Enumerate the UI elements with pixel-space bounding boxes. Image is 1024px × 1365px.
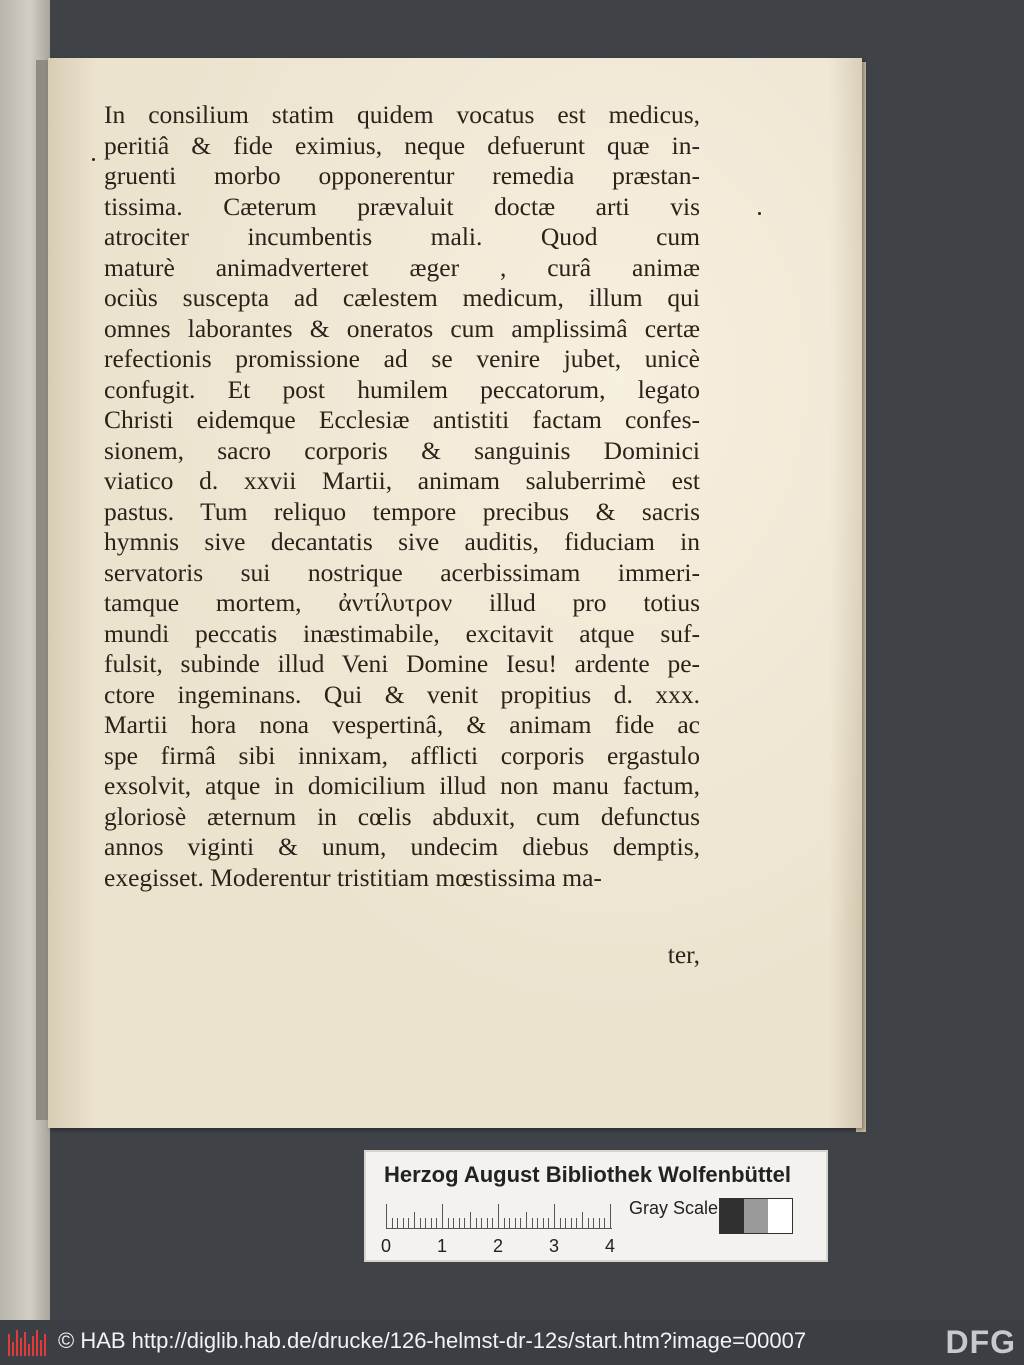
- text-line: spe firmâ sibi innixam, afflicti corporis ergastulo: [104, 740, 700, 770]
- catchword: ter,: [667, 940, 700, 969]
- text-line: confugit. Et post humilem peccatorum, legato: [104, 374, 700, 404]
- ruler-tick: [565, 1218, 566, 1228]
- page-text-block: [104, 100, 700, 893]
- ruler-tick: [492, 1218, 493, 1228]
- ruler-label: 0: [380, 1236, 391, 1256]
- gray-swatch: [744, 1199, 768, 1233]
- gray-swatch: [720, 1199, 744, 1233]
- gray-swatch: [768, 1199, 792, 1233]
- text-line: hymnis sive decantatis sive auditis, fiduciam in: [104, 527, 700, 556]
- text-line: fulsit, subinde illud Veni Domine Iesu! ardente pe-: [104, 649, 700, 678]
- ruler-tick: [464, 1218, 465, 1228]
- ruler-tick: [442, 1204, 443, 1228]
- barcode-bar: [28, 1344, 30, 1356]
- barcode-bar: [20, 1338, 22, 1356]
- barcode-bar: [16, 1330, 18, 1356]
- text-line: tissima. Cæterum prævaluit doctæ arti vis: [104, 191, 700, 221]
- ruler-tick: [420, 1218, 421, 1228]
- barcode-bar: [8, 1334, 10, 1356]
- ruler-tick: [548, 1218, 549, 1228]
- text-line: viatico d. xxvii Martii, animam saluberrimè est: [104, 466, 700, 495]
- copyright-link[interactable]: © HAB http://diglib.hab.de/drucke/126-helmst-dr-12s/start.htm?image=00007: [58, 1328, 807, 1353]
- ruler-tick: [448, 1218, 449, 1228]
- ruler-tick: [599, 1218, 600, 1228]
- ruler-tick: [504, 1218, 505, 1228]
- text-line: In consilium statim quidem vocatus est medicus,: [104, 100, 700, 129]
- measurement-ruler: [386, 1202, 612, 1229]
- text-line: ociùs suscepta ad cælestem medicum, illum qui: [104, 283, 700, 312]
- text-line: Martii hora nona vespertinâ, & animam fide ac: [104, 710, 700, 739]
- text-line: tamque mortem, ἀντίλυτρον illud pro totius: [104, 588, 700, 617]
- ruler-tick: [582, 1212, 583, 1228]
- text-line: atrociter incumbentis mali. Quod cum: [104, 222, 700, 251]
- text-line: servatoris sui nostrique acerbissimam immeri-: [104, 557, 700, 587]
- barcode-bar: [12, 1342, 14, 1356]
- text-line: omnes laborantes & oneratos cum amplissimâ certæ: [104, 313, 700, 343]
- gray-scale-swatches: [719, 1198, 793, 1234]
- scale-card: [364, 1150, 828, 1262]
- text-line: exegisset. Moderentur tristitiam mœstissima ma-: [104, 862, 602, 892]
- text-line: ctore ingeminans. Qui & venit propitius d. xxx.: [104, 679, 700, 709]
- text-line: maturè animadverteret æger , curâ animæ: [104, 252, 700, 282]
- ruler-tick: [593, 1218, 594, 1228]
- ruler-tick: [604, 1218, 605, 1228]
- text-line: peritiâ & fide eximius, neque defuerunt quæ in-: [104, 130, 700, 160]
- ruler-tick: [576, 1218, 577, 1228]
- ruler-tick: [425, 1218, 426, 1228]
- text-line: exsolvit, atque in domicilium illud non manu factum,: [104, 771, 700, 800]
- ruler-tick: [403, 1218, 404, 1228]
- barcode-bar: [24, 1332, 26, 1356]
- ink-speck: [758, 212, 761, 215]
- barcode-bar: [44, 1334, 46, 1356]
- ruler-tick: [453, 1218, 454, 1228]
- text-line: annos viginti & unum, undecim diebus demptis,: [104, 832, 700, 861]
- ruler-tick: [436, 1218, 437, 1228]
- ink-speck: [92, 158, 95, 161]
- ruler-tick: [554, 1204, 555, 1228]
- text-line: sionem, sacro corporis & sanguinis Dominici: [104, 435, 700, 465]
- ruler-tick: [470, 1212, 471, 1228]
- barcode-bar: [40, 1340, 42, 1356]
- barcode-bar: [32, 1336, 34, 1356]
- ruler-label: 3: [548, 1236, 559, 1256]
- ruler-tick: [571, 1218, 572, 1228]
- ruler-tick: [386, 1204, 387, 1228]
- ruler-tick: [431, 1218, 432, 1228]
- ruler-tick: [588, 1218, 589, 1228]
- ruler-label: 4: [604, 1236, 615, 1256]
- ruler-tick: [509, 1218, 510, 1228]
- ruler-tick: [543, 1218, 544, 1228]
- text-line: pastus. Tum reliquo tempore precibus & sacris: [104, 496, 700, 526]
- ruler-tick: [532, 1218, 533, 1228]
- ruler-tick: [392, 1218, 393, 1228]
- ruler-tick: [498, 1204, 499, 1228]
- text-line: gruenti morbo opponerentur remedia præstan-: [104, 161, 700, 190]
- text-line: gloriosè æternum in cœlis abduxit, cum defunctus: [104, 801, 700, 831]
- dfg-logo: DFG: [945, 1324, 1016, 1360]
- footer-bar: [0, 1320, 1024, 1365]
- text-line: mundi peccatis inæstimabile, excitavit atque suf-: [104, 618, 700, 648]
- library-title: Herzog August Bibliothek Wolfenbüttel: [384, 1162, 791, 1187]
- ruler-tick: [560, 1218, 561, 1228]
- ruler-tick: [520, 1218, 521, 1228]
- ruler-tick: [537, 1218, 538, 1228]
- barcode-icon: [8, 1330, 46, 1356]
- ruler-label: 1: [436, 1236, 447, 1256]
- ruler-tick: [414, 1212, 415, 1228]
- gray-scale-label: Gray Scale: [629, 1198, 719, 1218]
- ruler-tick: [408, 1218, 409, 1228]
- ruler-tick: [397, 1218, 398, 1228]
- ruler-tick: [526, 1212, 527, 1228]
- ruler-label: 2: [492, 1236, 503, 1256]
- text-line: refectionis promissione ad se venire jubet, unicè: [104, 344, 700, 373]
- barcode-bar: [36, 1330, 38, 1356]
- ruler-tick: [476, 1218, 477, 1228]
- text-line: Christi eidemque Ecclesiæ antistiti factam confes-: [104, 405, 700, 434]
- ruler-tick: [487, 1218, 488, 1228]
- ruler-tick: [459, 1218, 460, 1228]
- ruler-tick: [610, 1204, 611, 1228]
- ruler-tick: [515, 1218, 516, 1228]
- ruler-tick: [481, 1218, 482, 1228]
